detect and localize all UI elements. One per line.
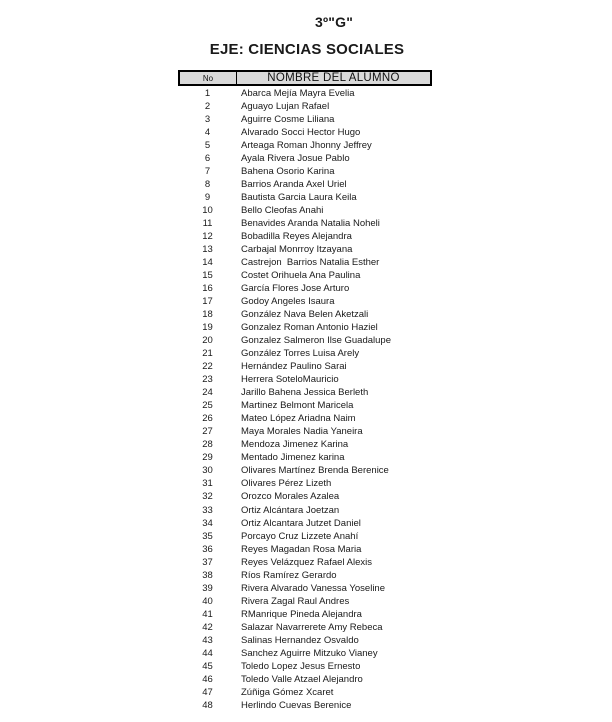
- table-row: [178, 686, 432, 699]
- row-number: 1: [204, 88, 211, 99]
- student-name: Reyes Magadan Rosa Maria: [241, 543, 362, 555]
- student-name: Reyes Velázquez Rafael Alexis: [241, 556, 372, 568]
- row-number: 47: [202, 686, 213, 698]
- student-name: Martinez Belmont Maricela: [241, 400, 354, 412]
- table-row: [178, 699, 432, 712]
- student-name: Castrejon Barrios Natalia Esther: [241, 257, 380, 269]
- student-name: Orozco Morales Azalea: [241, 491, 340, 503]
- student-name: Gonzalez Roman Antonio Haziel: [241, 322, 378, 334]
- row-number: 21: [202, 348, 213, 360]
- table-row: [178, 126, 432, 139]
- row-number: 13: [202, 244, 213, 256]
- student-name: Jarillo Bahena Jessica Berleth: [241, 387, 369, 399]
- student-name: Mateo López Ariadna Naim: [241, 413, 356, 425]
- row-number: 45: [202, 660, 213, 672]
- table-row: [178, 530, 432, 543]
- student-name: Salazar Navarrerete Amy Rebeca: [241, 621, 383, 633]
- row-number: 43: [202, 634, 213, 646]
- row-number: 28: [202, 439, 213, 451]
- student-name: Salinas Hernandez Osvaldo: [241, 634, 359, 646]
- row-number: 40: [202, 595, 213, 607]
- table-row: [178, 217, 432, 230]
- table-row: [178, 87, 432, 100]
- table-row: [178, 100, 432, 113]
- student-name: Bobadilla Reyes Alejandra: [241, 231, 352, 243]
- row-number: 24: [202, 387, 213, 399]
- row-number: 46: [202, 673, 213, 685]
- table-row: [178, 477, 432, 490]
- student-name: Aguayo Lujan Rafael: [241, 101, 330, 113]
- student-name: Ortiz Alcantara Jutzet Daniel: [241, 517, 361, 529]
- row-number: 16: [202, 283, 213, 295]
- row-number: 33: [202, 504, 213, 516]
- row-number: 25: [202, 400, 213, 412]
- student-name: Alvarado Socci Hector Hugo: [241, 127, 361, 139]
- table-row: [178, 451, 432, 464]
- student-name: Porcayo Cruz Lizzete Anahí: [241, 530, 359, 542]
- row-number: 22: [202, 361, 213, 373]
- student-name: Zúñiga Gómez Xcaret: [241, 686, 334, 698]
- table-row: [178, 178, 432, 191]
- table-row: [178, 243, 432, 256]
- group-title: 3º"G": [314, 14, 354, 30]
- student-name: González Torres Luisa Arely: [241, 348, 360, 360]
- table-row: [178, 204, 432, 217]
- table-row: [178, 360, 432, 373]
- student-name: Mentado Jimenez karina: [241, 452, 345, 464]
- row-number: 2: [204, 101, 211, 113]
- student-name: Arteaga Roman Jhonny Jeffrey: [241, 140, 372, 152]
- student-name: Bello Cleofas Anahi: [241, 205, 324, 217]
- student-name: Godoy Angeles Isaura: [241, 296, 335, 308]
- table-row: [178, 165, 432, 178]
- student-name: Bautista Garcia Laura Keila: [241, 192, 357, 204]
- student-name: Herlindo Cuevas Berenice: [241, 699, 352, 711]
- table-row: [178, 660, 432, 673]
- row-number: 34: [202, 517, 213, 529]
- table-row: [178, 230, 432, 243]
- student-name: Ortiz Alcántara Joetzan: [241, 504, 340, 516]
- student-name: Costet Orihuela Ana Paulina: [241, 270, 361, 282]
- student-name: Rivera Alvarado Vanessa Yoseline: [241, 582, 386, 594]
- row-number: 18: [202, 309, 213, 321]
- row-number: 19: [202, 322, 213, 334]
- column-header-student-name: NOMBRE DEL ALUMNO: [267, 72, 400, 84]
- student-name: Gonzalez Salmeron Ilse Guadalupe: [241, 335, 391, 347]
- table-row: [178, 399, 432, 412]
- row-number: 11: [202, 218, 213, 230]
- row-number: 15: [202, 270, 213, 282]
- student-name: Rivera Zagal Raul Andres: [241, 595, 350, 607]
- student-name: Abarca Mejía Mayra Evelia: [241, 88, 355, 99]
- table-row: [178, 608, 432, 621]
- student-name: RManrique Pineda Alejandra: [241, 608, 362, 620]
- table-row: [178, 634, 432, 647]
- row-number: 30: [202, 465, 213, 477]
- table-row: [178, 256, 432, 269]
- row-number: 44: [202, 647, 213, 659]
- row-number: 12: [202, 231, 213, 243]
- table-row: [178, 373, 432, 386]
- student-name: Herrera SoteloMauricio: [241, 374, 339, 386]
- table-row: [178, 621, 432, 634]
- student-name: Barrios Aranda Axel Uriel: [241, 179, 347, 191]
- row-number: 14: [202, 257, 213, 269]
- row-number: 29: [202, 452, 213, 464]
- row-number: 32: [202, 491, 213, 503]
- table-row: [178, 543, 432, 556]
- row-number: 35: [202, 530, 213, 542]
- row-number: 10: [202, 205, 213, 217]
- student-name: Ayala Rivera Josue Pablo: [241, 153, 350, 165]
- student-name: García Flores Jose Arturo: [241, 283, 350, 295]
- table-row: [178, 334, 432, 347]
- table-row: [178, 556, 432, 569]
- row-number: 17: [202, 296, 213, 308]
- table-row: [178, 517, 432, 530]
- table-row: [178, 269, 432, 282]
- table-row: [178, 582, 432, 595]
- table-row: [178, 425, 432, 438]
- table-row: [178, 504, 432, 517]
- table-row: [178, 569, 432, 582]
- row-number: 6: [204, 153, 211, 165]
- row-number: 8: [204, 179, 211, 191]
- row-number: 39: [202, 582, 213, 594]
- student-name: Bahena Osorio Karina: [241, 166, 335, 178]
- table-header-row: [178, 70, 432, 86]
- table-row: [178, 282, 432, 295]
- student-name: González Nava Belen Aketzali: [241, 309, 369, 321]
- table-row: [178, 412, 432, 425]
- student-name: Toledo Valle Atzael Alejandro: [241, 673, 363, 685]
- row-number: 37: [202, 556, 213, 568]
- student-name: Mendoza Jimenez Karina: [241, 439, 349, 451]
- student-name: Olivares Martínez Brenda Berenice: [241, 465, 389, 477]
- student-name: Hernández Paulino Sarai: [241, 361, 347, 373]
- row-number: 23: [202, 374, 213, 386]
- row-number: 26: [202, 413, 213, 425]
- table-row: [178, 308, 432, 321]
- table-row: [178, 647, 432, 660]
- row-number: 48: [202, 699, 213, 711]
- row-number: 4: [204, 127, 211, 139]
- table-row: [178, 152, 432, 165]
- student-name: Ríos Ramírez Gerardo: [241, 569, 337, 581]
- table-row: [178, 295, 432, 308]
- student-name: Carbajal Monrroy Itzayana: [241, 244, 353, 256]
- table-row: [178, 595, 432, 608]
- student-name: Olivares Pérez Lizeth: [241, 478, 332, 490]
- table-row: [178, 139, 432, 152]
- row-number: 36: [202, 543, 213, 555]
- row-number: 9: [204, 192, 211, 204]
- row-number: 41: [202, 608, 213, 620]
- row-number: 27: [202, 426, 213, 438]
- table-row: [178, 386, 432, 399]
- table-row: [178, 673, 432, 686]
- column-header-number: No: [180, 72, 237, 84]
- row-number: 20: [202, 335, 213, 347]
- row-number: 31: [202, 478, 213, 490]
- table-row: [178, 464, 432, 477]
- subject-title: EJE: CIENCIAS SOCIALES: [209, 41, 405, 58]
- student-name: Maya Morales Nadia Yaneira: [241, 426, 363, 438]
- table-row: [178, 490, 432, 503]
- row-number: 5: [204, 140, 211, 152]
- student-roster-table: [178, 70, 432, 712]
- table-row: [178, 347, 432, 360]
- table-row: [178, 191, 432, 204]
- row-number: 38: [202, 569, 213, 581]
- row-number: 3: [204, 114, 211, 126]
- row-number: 42: [202, 621, 213, 633]
- table-row: [178, 321, 432, 334]
- table-row: [178, 438, 432, 451]
- table-body: [178, 87, 432, 712]
- student-name: Toledo Lopez Jesus Ernesto: [241, 660, 361, 672]
- table-row: [178, 113, 432, 126]
- student-name: Aguirre Cosme Liliana: [241, 114, 335, 126]
- row-number: 7: [204, 166, 211, 178]
- student-name: Benavides Aranda Natalia Noheli: [241, 218, 380, 230]
- student-name: Sanchez Aguirre Mitzuko Vianey: [241, 647, 378, 659]
